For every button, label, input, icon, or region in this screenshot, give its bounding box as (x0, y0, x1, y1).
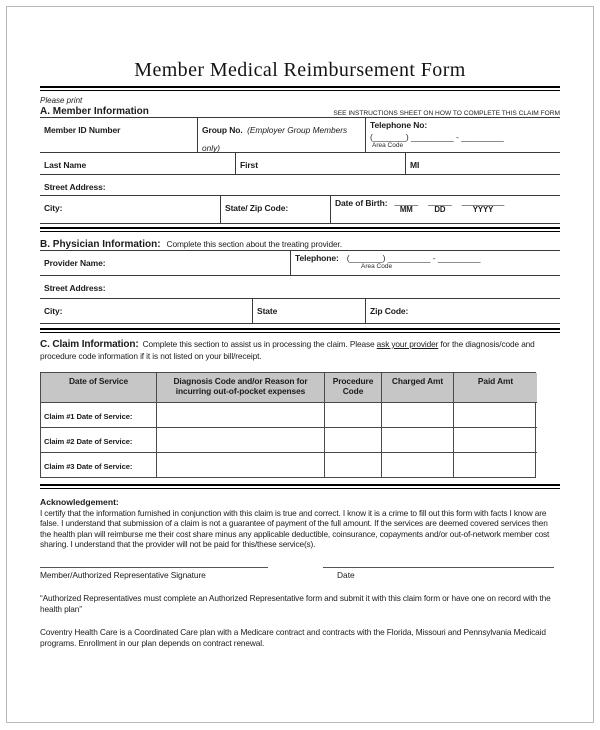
section-c-intro-text-2: for the diagnosis/code and procedure code information if it is not listed on your bill/receipt. (40, 339, 535, 361)
claim1-diagnosis-cell[interactable] (156, 402, 324, 427)
provider-name-label: Provider Name: (44, 258, 106, 268)
dob-month-blank[interactable]: _____ MM (394, 196, 419, 214)
provider-street-address-label: Street Address: (44, 283, 106, 293)
section-b-header (40, 239, 560, 250)
title-divider (40, 86, 560, 91)
claim1-charged-cell[interactable] (381, 402, 453, 427)
claim3-procedure-cell[interactable] (324, 452, 381, 477)
provider-name-row (40, 250, 560, 276)
provider-city-label: City: (44, 306, 63, 316)
claim3-paid-cell[interactable] (453, 452, 537, 477)
state-zip-field[interactable] (220, 196, 330, 223)
member-street-address-label: Street Address: (44, 182, 106, 192)
ask-your-provider-underline: ask your provider (376, 339, 439, 349)
acknowledgement-text: I certify that the information furnished in conjunction with this claim is true and correct. I know it is a crime to fill out this form with facts I know are false. I understand that submission of a claim is not a guarantee of payment of the full amount. If the services are deemed covered services then the health plan will reimburse me their cost share minus any applicable deductible, coinsurance, copayments and/or out-of-network member cost sharing. I understand that the provider will not be paid for this/these service(s). (40, 507, 550, 550)
section-c-intro (40, 339, 560, 361)
section-a-header (40, 106, 560, 117)
col-header-date-of-service: Date of Service (41, 373, 156, 402)
dob-year-blank[interactable]: _________ YYYY (461, 196, 505, 214)
claim2-procedure-cell[interactable] (324, 427, 381, 452)
signature-line[interactable] (40, 567, 268, 580)
signature-row (40, 567, 560, 580)
claim3-charged-cell[interactable] (381, 452, 453, 477)
first-name-field[interactable] (235, 153, 405, 174)
col-header-paid-amt: Paid Amt (453, 373, 537, 402)
provider-name-field[interactable] (40, 251, 290, 275)
please-print-note: Please print (40, 96, 83, 105)
provider-zip-label: Zip Code: (370, 306, 409, 316)
member-telephone-field[interactable] (365, 118, 560, 152)
member-id-label: Member ID Number (44, 125, 121, 135)
middle-initial-field[interactable] (405, 153, 560, 174)
name-row (40, 153, 560, 175)
claim2-diagnosis-cell[interactable] (156, 427, 324, 452)
provider-telephone-label: Telephone: (295, 253, 339, 263)
claim3-diagnosis-cell[interactable] (156, 452, 324, 477)
date-label: Date (337, 570, 355, 581)
middle-initial-label: MI (410, 160, 420, 170)
member-id-row (40, 117, 560, 153)
member-telephone-blank[interactable]: (_______) _________ - _________ (370, 132, 504, 142)
provider-city-row (40, 299, 560, 324)
date-of-birth-field[interactable] (330, 196, 560, 223)
last-name-field[interactable] (40, 153, 235, 174)
date-line[interactable] (323, 567, 554, 580)
claim2-charged-cell[interactable] (381, 427, 453, 452)
claim1-procedure-cell[interactable] (324, 402, 381, 427)
section-b-subheading: Complete this section about the treating provider. (166, 239, 342, 249)
member-telephone-label: Telephone No: (370, 120, 428, 130)
dob-dd-label: DD (434, 205, 446, 214)
provider-state-label: State (257, 306, 278, 316)
dob-yyyy-label: YYYY (472, 205, 494, 214)
group-no-label: Group No. (202, 125, 243, 135)
provider-street-address-row[interactable] (40, 276, 560, 299)
member-city-row (40, 196, 560, 224)
claim2-date-of-service-cell[interactable] (41, 427, 156, 452)
coventry-note: Coventry Health Care is a Coordinated Care plan with a Medicare contract and contracts with the Florida, Missouri and Pennsylvania Medicaid programs. Enrollment in our plan depends on contract renewal. (40, 627, 546, 648)
claim3-date-of-service-cell[interactable] (41, 452, 156, 477)
member-street-address-row[interactable] (40, 175, 560, 196)
claim1-date-of-service-cell[interactable] (41, 402, 156, 427)
state-zip-label: State/ Zip Code: (225, 203, 289, 213)
dob-mm-label: MM (399, 205, 413, 214)
member-area-code-label: Area Code (372, 142, 404, 149)
member-id-field[interactable] (40, 118, 197, 152)
authorized-representative-note: “Authorized Representatives must complete an Authorized Representative form and submit it with this claim form or have one on record with the health plan” (40, 593, 551, 614)
section-a-heading: A. Member Information (40, 106, 149, 117)
provider-city-field[interactable] (40, 299, 252, 323)
date-of-birth-label: Date of Birth: (335, 198, 388, 208)
dob-day-blank[interactable]: _____ DD (428, 196, 452, 214)
provider-telephone-field[interactable] (290, 251, 560, 275)
see-instructions-note: SEE INSTRUCTIONS SHEET ON HOW TO COMPLETE THIS CLAIM FORM (333, 110, 560, 117)
col-header-diagnosis-code: Diagnosis Code and/or Reason for incurring out-of-pocket expenses (156, 373, 324, 402)
section-b-divider (40, 328, 560, 333)
form-content (40, 59, 560, 648)
acknowledgement-heading: Acknowledgement: (40, 497, 119, 508)
provider-area-code-label: Area Code (361, 263, 393, 270)
signature-gap (268, 567, 323, 580)
provider-zip-field[interactable] (365, 299, 560, 323)
first-name-label: First (240, 160, 258, 170)
section-a-divider (40, 227, 560, 232)
last-name-label: Last Name (44, 160, 87, 170)
group-no-field[interactable] (197, 118, 365, 152)
signature-label: Member/Authorized Representative Signature (40, 570, 206, 581)
group-no-note: (Employer Group Members only) (202, 125, 348, 153)
section-b-heading: B. Physician Information: (40, 239, 161, 250)
claim1-paid-cell[interactable] (453, 402, 537, 427)
claim2-label: Claim #2 Date of Service: (44, 437, 133, 447)
claim1-label: Claim #1 Date of Service: (44, 412, 133, 422)
claims-table (40, 372, 536, 478)
col-header-procedure-code: Procedure Code (324, 373, 381, 402)
form-title: Member Medical Reimbursement Form (134, 59, 466, 81)
member-city-label: City: (44, 203, 63, 213)
col-header-charged-amt: Charged Amt (381, 373, 453, 402)
section-c-divider (40, 484, 560, 489)
claim2-paid-cell[interactable] (453, 427, 537, 452)
provider-state-field[interactable] (252, 299, 365, 323)
claim3-label: Claim #3 Date of Service: (44, 462, 133, 472)
section-c-intro-text-1: Complete this section to assist us in processing the claim. Please (142, 339, 377, 349)
member-city-field[interactable] (40, 196, 220, 223)
provider-telephone-blank[interactable]: (_______) _________ - _________ (346, 253, 481, 263)
section-c-heading: C. Claim Information: (40, 339, 139, 350)
